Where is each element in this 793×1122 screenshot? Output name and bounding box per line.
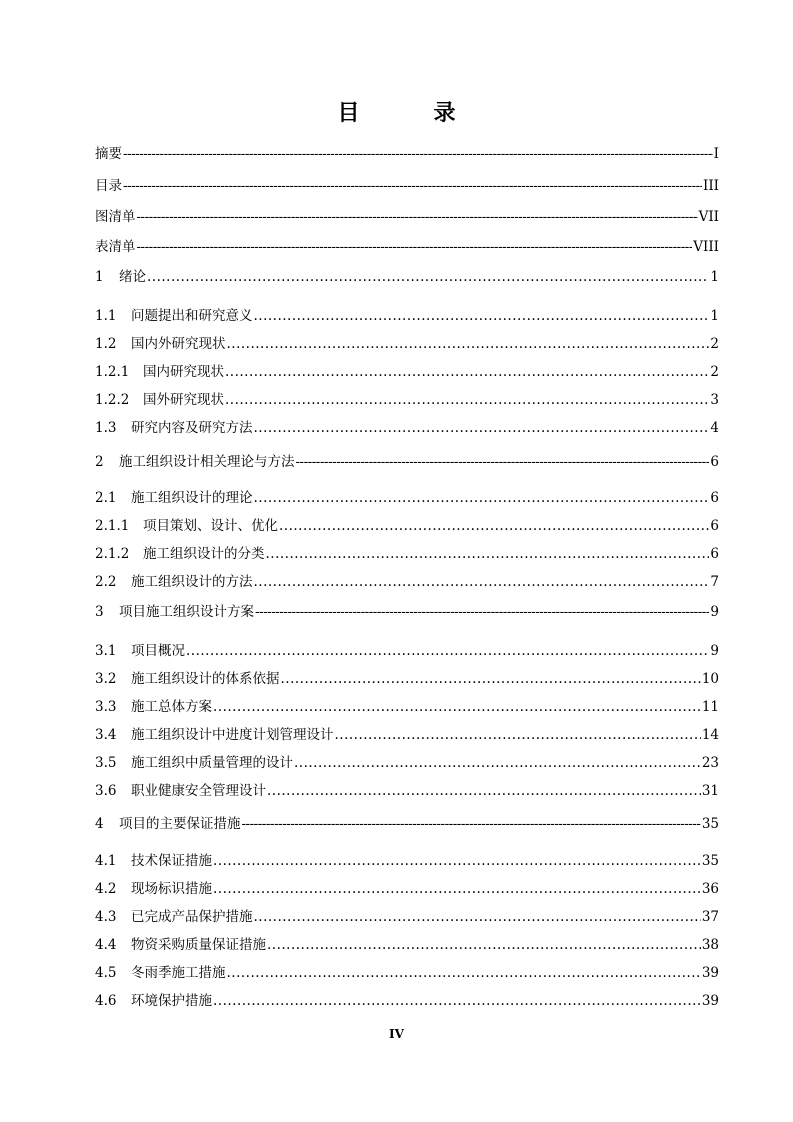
toc-leader	[147, 268, 709, 286]
toc-entry-number: 2.1.1	[95, 518, 130, 534]
toc-entry[interactable]	[95, 754, 719, 772]
toc-entry-label: 摘要	[95, 146, 122, 162]
toc-entry[interactable]	[95, 517, 719, 535]
toc-entry-number: 1.2.1	[95, 364, 130, 380]
toc-entry-page: 10	[701, 671, 719, 687]
toc-entry-page: 9	[710, 643, 719, 659]
toc-entry-label: 项目概况	[131, 643, 185, 659]
toc-entry-number: 2	[95, 454, 104, 470]
toc-entry-number: 4.2	[95, 881, 117, 897]
toc-leader	[254, 307, 710, 325]
toc-entry-page: 39	[701, 993, 719, 1009]
toc-entry[interactable]	[95, 145, 719, 163]
toc-entry-label: 施工组织设计中进度计划管理设计	[131, 727, 334, 743]
toc-entry[interactable]	[95, 268, 719, 286]
toc-entry-label: 冬雨季施工措施	[131, 965, 226, 981]
toc-entry-page: 11	[701, 699, 719, 715]
toc-entry[interactable]	[95, 545, 719, 563]
toc-entry-page: 38	[701, 937, 719, 953]
toc-entry-number: 4.6	[95, 993, 117, 1009]
toc-leader	[266, 545, 710, 563]
toc-entry-page: VII	[698, 209, 719, 225]
toc-entry-label: 环境保护措施	[131, 993, 212, 1009]
toc-entry-label: 施工组织设计的分类	[143, 546, 265, 562]
toc-entry-number: 3.1	[95, 643, 117, 659]
toc-entry[interactable]	[95, 880, 719, 898]
toc-leader	[186, 642, 709, 660]
toc-leader	[254, 908, 701, 926]
toc-entry-page: 6	[710, 546, 719, 562]
toc-entry-page: VIII	[693, 239, 719, 255]
toc-entry-number: 3.4	[95, 727, 117, 743]
toc-leader	[281, 670, 701, 688]
toc-entry-page: 35	[701, 816, 719, 832]
toc-leader	[137, 238, 693, 256]
toc-leader	[254, 419, 710, 437]
toc-entry[interactable]	[95, 453, 719, 471]
toc-entry-page: 37	[701, 909, 719, 925]
toc-entry-label: 现场标识措施	[131, 881, 212, 897]
toc-entry-number: 2.1.2	[95, 546, 130, 562]
toc-leader	[213, 852, 701, 870]
toc-entry-number: 2.1	[95, 490, 117, 506]
toc-leader	[255, 603, 709, 621]
toc-entry-number: 3	[95, 604, 104, 620]
toc-entry-label: 国内外研究现状	[131, 336, 226, 352]
toc-entry[interactable]	[95, 363, 719, 381]
toc-leader	[137, 208, 698, 226]
toc-leader	[294, 754, 701, 772]
toc-entry[interactable]	[95, 335, 719, 353]
toc-entry-page: 35	[701, 853, 719, 869]
toc-leader	[225, 391, 709, 409]
toc-entry[interactable]	[95, 642, 719, 660]
toc-entry-label: 表清单	[95, 239, 136, 255]
toc-leader	[254, 573, 710, 591]
toc-entry-page: I	[713, 146, 719, 162]
toc-entry-number: 3.2	[95, 671, 117, 687]
toc-entry[interactable]	[95, 964, 719, 982]
toc-entry-label: 施工组织设计相关理论与方法	[119, 454, 295, 470]
toc-entry-page: III	[703, 178, 719, 194]
toc-entry[interactable]	[95, 489, 719, 507]
toc-entry[interactable]	[95, 603, 719, 621]
toc-entry-page: 7	[710, 574, 719, 590]
toc-leader	[213, 698, 701, 716]
toc-entry-number: 3.6	[95, 783, 117, 799]
toc-entry[interactable]	[95, 177, 719, 195]
toc-entry-page: 36	[701, 881, 719, 897]
toc-entry-page: 31	[701, 783, 719, 799]
toc-entry-label: 施工总体方案	[131, 699, 212, 715]
toc-entry-number: 2.2	[95, 574, 117, 590]
toc-entry-label: 项目施工组织设计方案	[119, 604, 254, 620]
toc-entry-label: 目录	[95, 178, 122, 194]
toc-entry-page: 39	[701, 965, 719, 981]
toc-entry-number: 4.4	[95, 937, 117, 953]
toc-entry[interactable]	[95, 307, 719, 325]
toc-leader	[242, 815, 701, 833]
toc-entry-page: 23	[701, 755, 719, 771]
toc-entry[interactable]	[95, 670, 719, 688]
toc-entry-number: 4.1	[95, 853, 117, 869]
toc-entry[interactable]	[95, 698, 719, 716]
toc-leader	[296, 453, 710, 471]
toc-entry-number: 1.2	[95, 336, 117, 352]
toc-entry-page: 2	[710, 336, 719, 352]
toc-leader	[267, 782, 701, 800]
toc-entry-label: 施工组织设计的方法	[131, 574, 253, 590]
toc-entry-label: 已完成产品保护措施	[131, 909, 253, 925]
toc-leader	[254, 489, 710, 507]
toc-entry-number: 1.2.2	[95, 392, 130, 408]
toc-entry[interactable]	[95, 238, 719, 256]
toc-entry-page: 6	[710, 454, 719, 470]
toc-entry[interactable]	[95, 782, 719, 800]
toc-entry-label: 物资采购质量保证措施	[131, 937, 266, 953]
toc-entry-label: 绪论	[119, 269, 146, 285]
toc-entry-label: 施工组织设计的理论	[131, 490, 253, 506]
toc-entry-page: 9	[710, 604, 719, 620]
toc-leader	[227, 964, 701, 982]
toc-entry-number: 3.3	[95, 699, 117, 715]
toc-entry-page: 6	[710, 490, 719, 506]
toc-entry-page: 4	[710, 420, 719, 436]
toc-leader	[123, 177, 702, 195]
toc-entry-number: 4	[95, 816, 104, 832]
toc-entry-number: 3.5	[95, 755, 117, 771]
page-title: 目 录	[337, 101, 482, 126]
toc-entry[interactable]	[95, 208, 719, 226]
toc-entry-label: 项目策划、设计、优化	[143, 518, 278, 534]
toc-entry-label: 项目的主要保证措施	[119, 816, 241, 832]
page-number: IV	[389, 1027, 404, 1041]
toc-entry[interactable]	[95, 391, 719, 409]
toc-entry-label: 施工组织中质量管理的设计	[131, 755, 293, 771]
toc-entry[interactable]	[95, 992, 719, 1010]
toc-entry[interactable]	[95, 815, 719, 833]
toc-entry-label: 职业健康安全管理设计	[131, 783, 266, 799]
toc-entry[interactable]	[95, 936, 719, 954]
toc-entry-label: 图清单	[95, 209, 136, 225]
toc-entry[interactable]	[95, 573, 719, 591]
toc-entry-page: 3	[710, 392, 719, 408]
toc-leader	[279, 517, 709, 535]
toc-leader	[227, 335, 710, 353]
toc-leader	[213, 992, 701, 1010]
toc-entry[interactable]	[95, 852, 719, 870]
toc-entry-label: 研究内容及研究方法	[131, 420, 253, 436]
toc-entry-label: 问题提出和研究意义	[131, 308, 253, 324]
toc-entry-page: 1	[710, 269, 719, 285]
toc-entry-label: 施工组织设计的体系依据	[131, 671, 280, 687]
toc-entry-label: 国外研究现状	[143, 392, 224, 408]
toc-entry[interactable]	[95, 908, 719, 926]
toc-entry-number: 1.1	[95, 308, 117, 324]
toc-entry-page: 6	[710, 518, 719, 534]
toc-entry-number: 4.5	[95, 965, 117, 981]
toc-entry-label: 技术保证措施	[131, 853, 212, 869]
toc-entry-page: 1	[710, 308, 719, 324]
toc-entry[interactable]	[95, 726, 719, 744]
toc-leader	[225, 363, 709, 381]
toc-leader	[335, 726, 701, 744]
toc-leader	[213, 880, 701, 898]
toc-entry[interactable]	[95, 419, 719, 437]
toc-entry-page: 2	[710, 364, 719, 380]
toc-entry-page: 14	[701, 727, 719, 743]
toc-entry-number: 1	[95, 269, 104, 285]
toc-entry-label: 国内研究现状	[143, 364, 224, 380]
toc-entry-number: 4.3	[95, 909, 117, 925]
toc-entry-number: 1.3	[95, 420, 117, 436]
toc-leader	[267, 936, 701, 954]
toc-leader	[123, 145, 713, 163]
